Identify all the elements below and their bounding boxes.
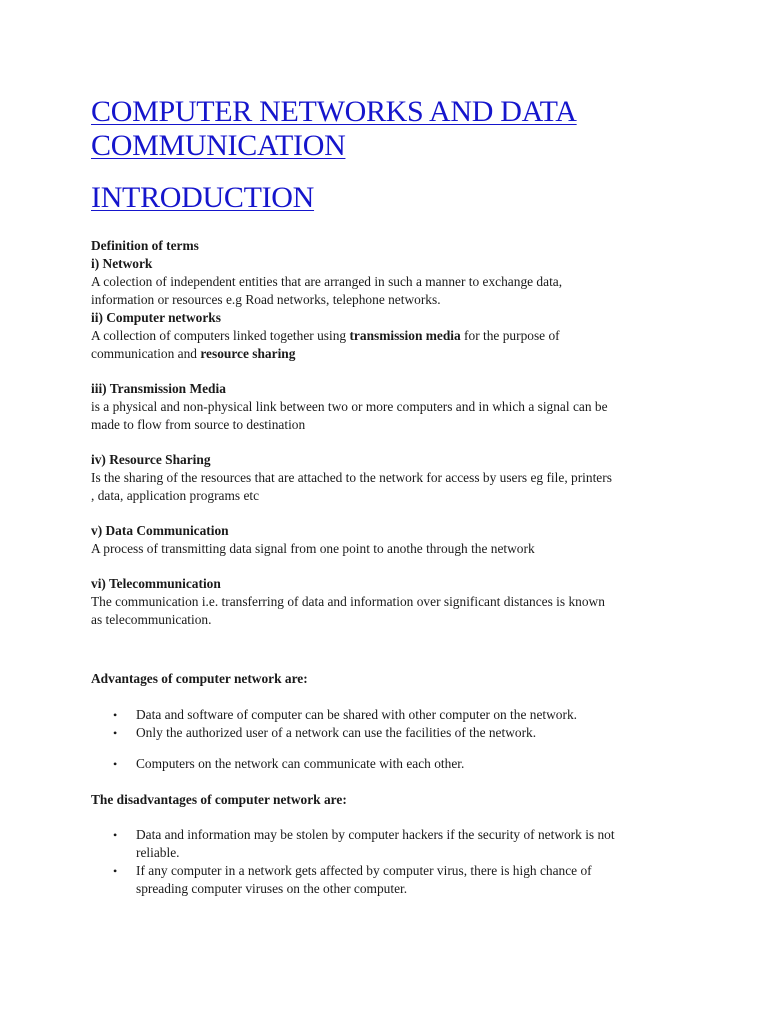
spacer [91, 629, 691, 670]
title-line-2: COMMUNICATION [91, 129, 346, 162]
term-computer-networks-text-c: communication and [91, 346, 201, 361]
spacer [91, 558, 691, 575]
bullet-icon: • [113, 708, 118, 722]
bullet-icon: • [113, 828, 118, 842]
disadvantage-text-line-1: Data and information may be stolen by computer hackers if the security of network is not [136, 827, 615, 842]
term-telecommunication-text-line-2: as telecommunication. [91, 612, 212, 627]
document-page [91, 95, 691, 898]
term-data-communication-text-line-1: A process of transmitting data signal from one point to anothe through the network [91, 541, 535, 556]
term-network-text-line-1: A colection of independent entities that are arranged in such a manner to exchange data, [91, 274, 563, 289]
disadvantages-heading: The disadvantages of computer network are: [91, 792, 347, 807]
term-transmission-media-title: iii) Transmission Media [91, 381, 226, 396]
disadvantage-text-line-2: spreading computer viruses on the other computer. [136, 881, 408, 896]
term-computer-networks-text-line-2 [91, 345, 691, 363]
term-computer-networks-title: ii) Computer networks [91, 310, 221, 325]
list-item [91, 755, 691, 773]
document-title [91, 95, 691, 163]
advantage-text: Computers on the network can communicate with each other. [136, 756, 465, 771]
term-computer-networks-text-b: for the purpose of [460, 328, 560, 343]
spacer [91, 773, 691, 791]
definitions-heading: Definition of terms [91, 238, 199, 253]
disadvantage-text-line-1: If any computer in a network gets affected by computer virus, there is high chance of [136, 863, 592, 878]
list-item [91, 724, 691, 742]
advantage-text: Only the authorized user of a network can use the facilities of the network. [136, 725, 537, 740]
spacer [91, 363, 691, 380]
term-resource-sharing-text-line-1: Is the sharing of the resources that are attached to the network for access by users eg file, printers [91, 470, 612, 485]
term-transmission-media-text-line-1: is a physical and non-physical link between two or more computers and in which a signal can be [91, 399, 608, 414]
bullet-icon: • [113, 864, 118, 878]
list-item [91, 862, 691, 898]
term-resource-sharing-title: iv) Resource Sharing [91, 452, 211, 467]
advantage-text: Data and software of computer can be shared with other computer on the network. [136, 707, 577, 722]
definitions-section [91, 237, 691, 629]
spacer [91, 809, 691, 826]
term-telecommunication-text-line-1: The communication i.e. transferring of data and information over significant distances is known [91, 594, 605, 609]
spacer [91, 688, 691, 706]
term-network-title: i) Network [91, 256, 153, 271]
spacer [91, 505, 691, 522]
term-network-text-line-2: information or resources e.g Road networks, telephone networks. [91, 292, 441, 307]
term-resource-sharing-text-line-2: , data, application programs etc [91, 488, 260, 503]
introduction-heading: INTRODUCTION [91, 181, 315, 214]
term-telecommunication-title: vi) Telecommunication [91, 576, 221, 591]
disadvantage-text-line-2: reliable. [136, 845, 180, 860]
term-computer-networks-text-a: A collection of computers linked together using [91, 328, 350, 343]
list-item [91, 706, 691, 724]
bullet-icon: • [113, 757, 118, 771]
term-computer-networks-bold-a: transmission media [349, 328, 461, 343]
list-item [91, 826, 691, 862]
bullet-icon: • [113, 726, 118, 740]
term-computer-networks-bold-b: resource sharing [200, 346, 296, 361]
disadvantages-list [91, 826, 691, 898]
spacer [91, 434, 691, 451]
advantages-list [91, 706, 691, 773]
term-transmission-media-text-line-2: made to flow from source to destination [91, 417, 306, 432]
advantages-heading: Advantages of computer network are: [91, 671, 308, 686]
term-computer-networks-text-line-1 [91, 327, 691, 345]
title-line-1: COMPUTER NETWORKS AND DATA [91, 95, 577, 128]
term-data-communication-title: v) Data Communication [91, 523, 229, 538]
